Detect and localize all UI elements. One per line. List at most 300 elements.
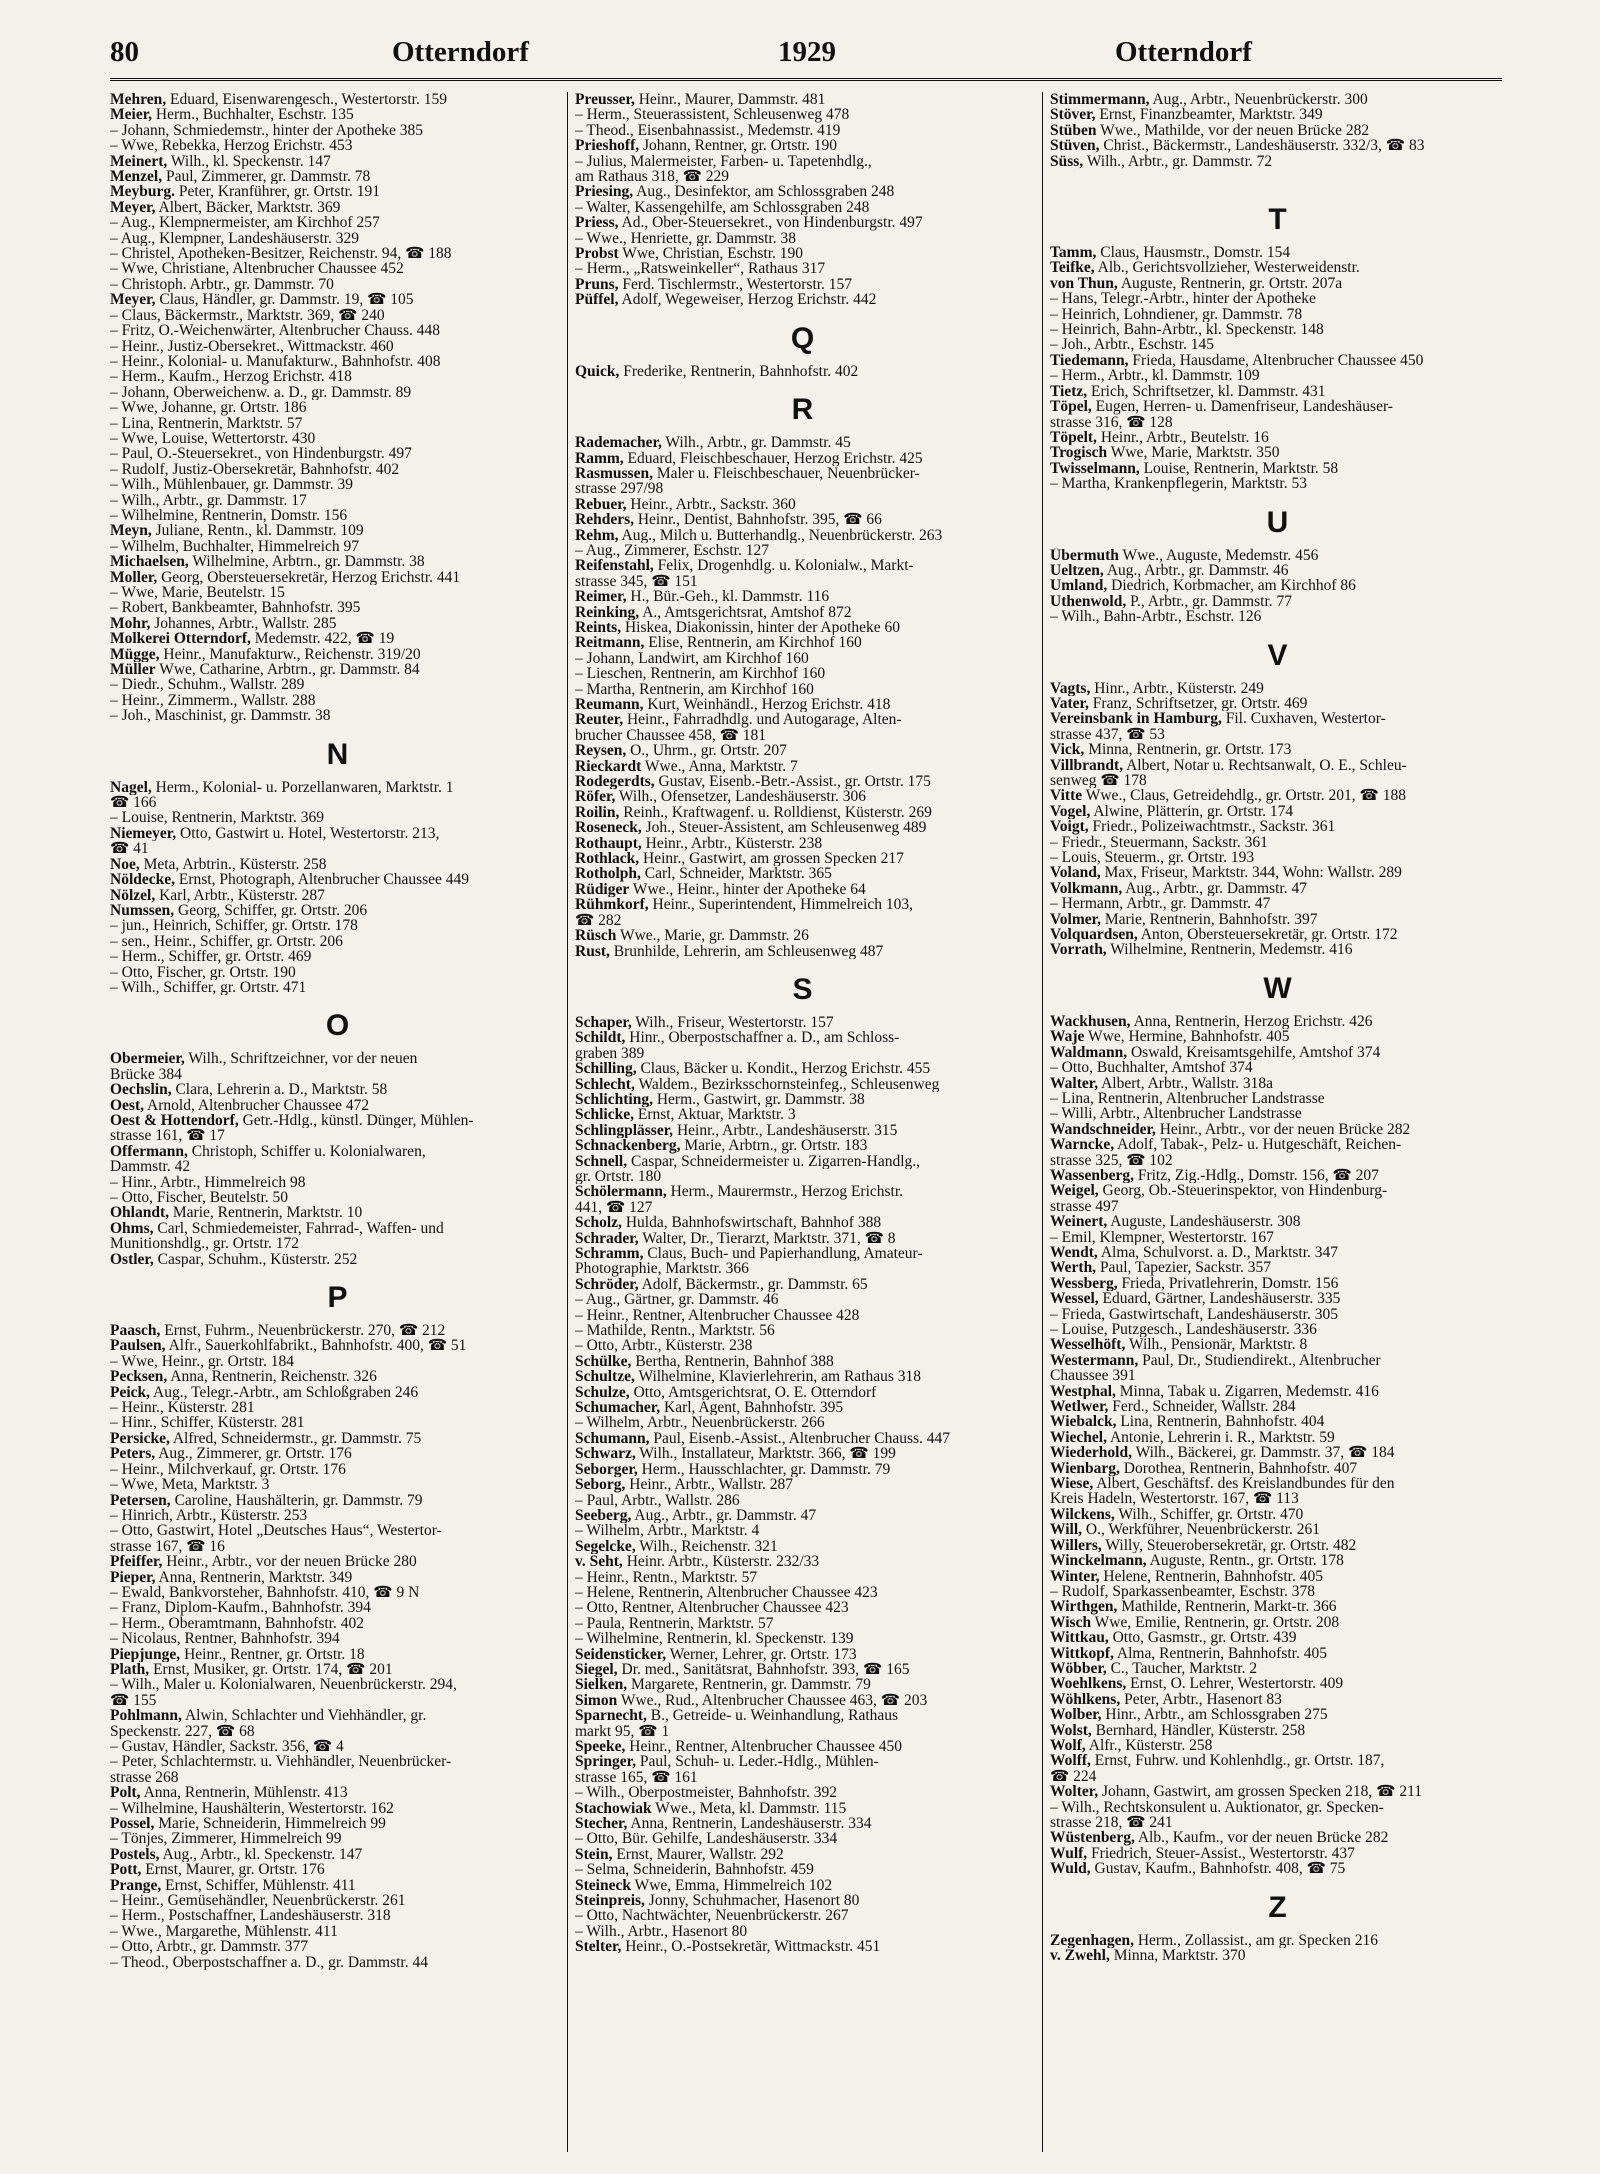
entry-details: Frieda, Hausdame, Altenbrucher Chaussee 450 [1128,352,1424,369]
directory-entry [110,446,565,461]
directory-entry [1050,1307,1505,1322]
entry-surname: Wolter, [1050,1784,1099,1800]
entry-surname: Priess, [575,215,619,231]
directory-entry [110,1862,565,1877]
entry-details: Heinr., Arbtr., Sackstr. 360 [626,496,796,513]
directory-column-1 [110,92,565,1970]
directory-entry [1050,1122,1505,1137]
directory-entry [1050,1723,1505,1738]
directory-entry [575,1693,1030,1708]
entry-details: – Heinr., Justiz-Obersekret., Wittmackstr. 460 [110,338,394,354]
section-letter: T [1268,203,1287,237]
directory-entry [1050,1630,1505,1645]
directory-entry [110,1801,565,1816]
entry-details: Juliane, Rentn., kl. Dammstr. 109 [151,523,364,539]
entry-details: – Heinrich, Lohndiener, gr. Dammstr. 78 [1050,306,1303,323]
entry-surname: Seidensticker, [575,1646,667,1662]
entry-surname: Numssen, [110,902,175,919]
directory-entry [110,600,565,615]
directory-entry [110,1754,565,1769]
entry-surname: Wirthgen, [1050,1599,1118,1615]
entry-details: – Wilhelmine, Haushälterin, Westertorstr. 162 [110,1800,394,1817]
entry-details: – sen., Heinr., Schiffer, gr. Ortstr. 206 [110,933,343,950]
directory-entry [110,1385,565,1400]
entry-surname: Oechslin, [110,1082,172,1098]
directory-entry [575,1585,1030,1600]
directory-entry [1050,1553,1505,1568]
entry-surname: Meier, [110,107,153,123]
entry-details: Albert, Bäcker, Marktstr. 369 [155,199,341,216]
entry-details: Alwine, Plätterin, gr. Ortstr. 174 [1090,803,1294,820]
directory-entry [1050,276,1505,291]
entry-surname: Rust, [575,943,610,959]
directory-entry [575,866,1030,881]
entry-surname: Paasch, [110,1323,161,1339]
directory-entry [110,1831,565,1846]
header-year: 1929 [778,36,836,68]
directory-entry [1050,1183,1505,1198]
entry-surname: Reimer, [575,589,627,605]
entry-details: – Robert, Bankbeamter, Bahnhofstr. 395 [110,600,361,616]
entry-details: ☎ 41 [110,841,149,857]
directory-entry [110,1098,565,1113]
entry-details: Herm., Kolonial- u. Porzellanwaren, Marktstr. 1 [151,779,454,796]
section-letter: N [326,737,349,771]
entry-details: Kurt, Weinhändl., Herzog Erichstr. 418 [643,697,891,713]
directory-entry [1050,291,1505,306]
directory-entry [575,1077,1030,1092]
directory-entry [575,682,1030,697]
directory-entry [575,759,1030,774]
entry-details: O., Werkführer, Neuenbrückerstr. 261 [1082,1522,1321,1538]
entry-details: – Otto, Arbtr., Küsterstr. 238 [575,1338,753,1354]
entry-details: – Heinr., Gemüsehändler, Neuenbrückerstr. 261 [110,1893,406,1909]
entry-details: Friedr., Polizeiwachtmstr., Sackstr. 361 [1088,819,1336,835]
entry-details: O., Uhrm., gr. Ortstr. 207 [626,743,787,759]
directory-entry [110,918,565,933]
directory-entry [575,774,1030,789]
entry-details: – Wilh., Rechtskonsulent u. Auktionator, gr. Specken- [1050,1799,1384,1815]
entry-details: – Wilhelm, Buchhalter, Himmelreich 97 [110,538,359,555]
section-letter: U [1266,505,1289,539]
entry-surname: Mehren, [110,92,167,108]
directory-entry [575,1939,1030,1954]
directory-entry [1050,881,1505,896]
directory-entry [1050,1353,1505,1368]
directory-entry [575,364,1030,379]
entry-details: B., Getreide- u. Weinhandlung, Rathaus [646,1708,899,1724]
entry-details: Helene, Rentnerin, Bahnhofstr. 405 [1099,1568,1323,1584]
directory-entry [110,693,565,708]
entry-surname: Schramm, [575,1246,644,1262]
entry-surname: Waje [1050,1029,1085,1045]
directory-entry [110,1955,565,1970]
directory-entry [575,1831,1030,1846]
directory-entry [110,1554,565,1569]
entry-details: Wwe, Emma, Himmelreich 102 [630,1877,833,1894]
entry-details: – Herm., Postschaffner, Landeshäuserstr. 318 [110,1908,391,1924]
directory-entry [110,477,565,492]
directory-entry [1050,1291,1505,1306]
entry-details: – Heinr., Rentner, Altenbrucher Chaussee 428 [575,1307,860,1324]
entry-details: – Ewald, Bankvorsteher, Bahnhofstr. 410, ☎ 9 N [110,1584,420,1601]
entry-surname: Töpelt, [1050,429,1097,446]
entry-surname: Zegenhagen, [1050,1932,1134,1949]
header-town-left: Otterndorf [392,36,529,68]
directory-entry [110,1082,565,1097]
directory-entry [110,1816,565,1831]
directory-entry [1050,1522,1505,1537]
entry-details: – Rudolf, Sparkassenbeamter, Eschstr. 378 [1050,1583,1315,1600]
entry-details: Wilh., Reichenstr. 321 [635,1538,778,1555]
directory-entry [110,339,565,354]
directory-entry [1050,1414,1505,1429]
entry-details: Johann, Gastwirt, am grossen Specken 218, ☎ 211 [1098,1784,1423,1800]
entry-details: strasse 297/98 [575,481,664,497]
column-divider [567,92,568,2152]
entry-details: Heinr., Rentner, gr. Ortstr. 18 [180,1646,365,1662]
entry-surname: Piepjunge, [110,1646,181,1662]
directory-entry [110,810,565,825]
entry-surname: Preusser, [575,92,635,108]
entry-details: – Peter, Schlachtermstr. u. Viehhändler, Neuenbrücker- [110,1754,452,1770]
entry-details: Medemstr. 422, ☎ 19 [250,631,395,647]
directory-entry [1050,896,1505,911]
entry-surname: Willers, [1050,1537,1102,1554]
directory-entry [110,1908,565,1923]
entry-surname: Ohms, [110,1220,154,1237]
entry-surname: Meyburg. [110,184,176,200]
entry-surname: Wuld, [1050,1861,1091,1877]
entry-details: Caspar, Schuhm., Küsterstr. 252 [153,1251,358,1268]
entry-surname: Rebuer, [575,496,627,513]
entry-details: Aug., Zimmerer, gr. Ortstr. 176 [155,1446,352,1462]
entry-details: Wwe., Anna, Marktstr. 7 [641,758,798,775]
entry-details: – Willi, Arbtr., Altenbrucher Landstrasse [1050,1106,1302,1122]
entry-details: Bertha, Rentnerin, Bahnhof 388 [631,1353,834,1370]
entry-details: Alfr., Küsterstr. 258 [1085,1737,1213,1754]
directory-entry [110,857,565,872]
entry-details: gr. Ortstr. 180 [575,1168,662,1185]
entry-surname: Probst [575,246,619,262]
entry-details: Alwin, Schlachter und Viehhändler, gr. [181,1708,427,1724]
directory-entry [575,200,1030,215]
entry-surname: Stimmermann, [1050,92,1150,108]
directory-entry [1050,1599,1505,1614]
entry-details: Heinr., Arbtr., Landeshäuserstr. 315 [673,1122,898,1139]
directory-entry [110,138,565,153]
directory-entry [575,1369,1030,1384]
section-letter: Z [1268,1890,1287,1924]
entry-surname: Teifke, [1050,260,1095,276]
entry-surname: Tietz, [1050,383,1088,400]
entry-details: Heinr., O.-Postsekretär, Wittmackstr. 451 [621,1939,881,1955]
entry-details: – Otto, Bür. Gehilfe, Landeshäuserstr. 334 [575,1831,838,1847]
entry-details: strasse 345, ☎ 151 [575,573,698,590]
entry-details: Aug., Milch u. Butterhandlg., Neuenbrückerstr. 263 [618,527,943,543]
directory-entry [575,1061,1030,1076]
directory-entry [1050,1584,1505,1599]
entry-details: Ernst, Finanzbeamter, Marktstr. 349 [1095,107,1323,123]
entry-surname: Pieper, [110,1569,156,1585]
entry-details: strasse 161, ☎ 17 [110,1128,225,1144]
directory-entry [575,261,1030,276]
entry-details: – Wwe, Christiane, Altenbrucher Chaussee 452 [110,261,404,277]
entry-surname: Meyer, [110,199,156,216]
column-divider [1042,92,1043,2152]
entry-surname: Wolf, [1050,1737,1086,1754]
entry-details: – Johann, Schmiedemstr., hinter der Apotheke 385 [110,122,423,139]
entry-details: – Christoph. Arbtr., gr. Dammstr. 70 [110,276,334,293]
entry-surname: Reumann, [575,697,644,713]
entry-details: Wilh., Schiffer, gr. Ortstr. 470 [1114,1506,1304,1523]
directory-entry [1050,609,1505,624]
directory-entry [1050,337,1505,352]
entry-surname: Schlingplässer, [575,1122,674,1139]
directory-entry [1050,1753,1505,1768]
entry-surname: Pohlmann, [110,1708,182,1724]
section-letter: O [325,1009,350,1043]
directory-entry [575,1677,1030,1692]
directory-column-3 [1050,92,1505,1963]
directory-entry [110,1939,565,1954]
directory-entry [110,1677,565,1692]
directory-entry [1050,1769,1505,1784]
entry-surname: Villbrandt, [1050,757,1124,773]
directory-entry [575,651,1030,666]
directory-entry [1050,1014,1505,1029]
entry-details: – Johann, Landwirt, am Kirchhof 160 [575,650,809,667]
entry-surname: Rüdiger [575,881,630,898]
entry-surname: Reuter, [575,712,624,728]
directory-entry [575,1030,1030,1045]
directory-entry [1050,1029,1505,1044]
directory-entry [575,1816,1030,1831]
entry-details: Oswald, Kreisamtsgehilfe, Amtshof 374 [1127,1044,1381,1061]
entry-details: Max, Friseur, Marktstr. 344, Wohn: Wallstr. 289 [1100,865,1402,881]
entry-surname: Ostler, [110,1251,154,1268]
directory-entry [1050,1538,1505,1553]
directory-entry [575,1893,1030,1908]
entry-details: Georg, Obersteuersekretär, Herzog Erichstr. 441 [157,569,461,585]
directory-entry [1050,1322,1505,1337]
entry-surname: Menzel, [110,169,163,185]
entry-details: Fil. Cuxhaven, Westertor- [1221,711,1386,727]
entry-surname: Stüben [1050,122,1097,139]
directory-entry [110,1338,565,1353]
directory-entry [110,1770,565,1785]
entry-surname: Wilckens, [1050,1506,1115,1523]
directory-entry [575,1462,1030,1477]
entry-details: – Nicolaus, Rentner, Bahnhofstr. 394 [110,1631,340,1647]
entry-details: – Heinr., Kolonial- u. Manufakturw., Bahnhofstr. 408 [110,353,441,370]
directory-entry [575,1554,1030,1569]
entry-details: Hinr., Oberpostschaffner a. D., am Schloss- [625,1030,900,1046]
entry-surname: Seborg, [575,1477,626,1493]
entry-details: – Wwe., Henriette, gr. Dammstr. 38 [575,230,796,247]
directory-entry [1050,399,1505,414]
directory-entry [575,1493,1030,1508]
directory-entry [110,1847,565,1862]
entry-details: – Gustav, Händler, Sackstr. 356, ☎ 4 [110,1739,344,1755]
entry-surname: Müller [110,662,156,678]
entry-details: Hinr., Arbtr., am Schlossgraben 275 [1101,1707,1328,1723]
entry-surname: Roseneck, [575,820,642,836]
directory-entry [110,1693,565,1708]
directory-entry [575,1847,1030,1862]
directory-entry [575,1323,1030,1338]
entry-details: strasse 167, ☎ 16 [110,1538,225,1555]
directory-entry [575,712,1030,727]
directory-entry [1050,307,1505,322]
directory-entry [1050,476,1505,491]
directory-entry [575,697,1030,712]
entry-details: Ernst, Schiffer, Mühlenstr. 411 [161,1877,356,1894]
entry-surname: Walter, [1050,1075,1099,1091]
entry-surname: Molkerei Otterndorf, [110,631,251,647]
directory-entry [575,820,1030,835]
entry-details: Carl, Schneider, Marktstr. 365 [640,866,832,882]
directory-entry [110,1508,565,1523]
directory-entry [575,1754,1030,1769]
entry-details: Gustav, Kaufm., Bahnhofstr. 408, ☎ 75 [1090,1861,1346,1877]
entry-surname: Pott, [110,1862,142,1878]
entry-details: ☎ 224 [1050,1768,1097,1785]
entry-details: Dorothea, Rentnerin, Bahnhofstr. 407 [1119,1460,1358,1477]
directory-entry [575,451,1030,466]
entry-details: Walter, Dr., Tierarzt, Marktstr. 371, ☎ 8 [638,1230,896,1246]
entry-surname: Seeberg, [575,1507,632,1524]
entry-details: – Otto, Gastwirt, Hotel „Deutsches Haus“, Westertor- [110,1523,442,1539]
entry-details: Ferd., Schneider, Wallstr. 284 [1108,1399,1296,1415]
entry-details: Frederike, Rentnerin, Bahnhofstr. 402 [619,363,859,380]
directory-entry [575,512,1030,527]
directory-entry [110,647,565,662]
entry-surname: Meinert, [110,153,168,170]
entry-details: Frieda, Privatlehrerin, Domstr. 156 [1117,1275,1339,1292]
directory-entry [110,1221,565,1236]
entry-details: strasse 325, ☎ 102 [1050,1152,1173,1168]
entry-details: – Paul, O.-Steuersekret., von Hindenburgstr. 497 [110,446,412,462]
entry-surname: Reitmann, [575,635,645,651]
directory-entry [1050,1214,1505,1229]
entry-details: Wwe., Heinr., hinter der Apotheke 64 [629,881,866,898]
directory-entry [1050,788,1505,803]
entry-details: – Wilh., Oberpostmeister, Bahnhofstr. 392 [575,1785,837,1801]
entry-surname: Peters, [110,1446,156,1462]
entry-details: Herm., Zollassist., am gr. Specken 216 [1133,1932,1379,1949]
header-rule [110,78,1502,81]
directory-entry [575,928,1030,943]
entry-details: Anna, Rentnerin, Marktstr. 349 [155,1569,353,1585]
directory-entry [110,554,565,569]
directory-entry [110,231,565,246]
entry-surname: Winckelmann, [1050,1553,1147,1569]
directory-entry [1050,1106,1505,1121]
entry-details: Wilhelmine, Klavierlehrerin, am Rathaus 318 [634,1369,922,1385]
directory-entry [110,1446,565,1461]
entry-surname: Weinert, [1050,1214,1108,1230]
entry-surname: Oest, [110,1097,145,1113]
directory-entry [1050,1800,1505,1815]
entry-details: Heinr., Arbtr., Küsterstr. 238 [641,835,823,852]
directory-entry [575,1600,1030,1615]
entry-details: Jonny, Schuhmacher, Hasenort 80 [644,1893,860,1909]
directory-entry [575,154,1030,169]
directory-entry [575,589,1030,604]
directory-entry [110,184,565,199]
entry-details: – Louise, Putzgesch., Landeshäuserstr. 336 [1050,1322,1317,1338]
directory-entry [575,836,1030,851]
entry-details: Wilhelmine, Rentnerin, Medemstr. 416 [1106,942,1353,958]
directory-entry [575,635,1030,650]
directory-entry [575,1616,1030,1631]
directory-entry [575,231,1030,246]
directory-entry [1050,445,1505,460]
entry-surname: Stelter, [575,1939,622,1955]
entry-details: Caroline, Haushälterin, gr. Dammstr. 79 [170,1492,423,1508]
entry-surname: Schnell, [575,1153,628,1169]
entry-details: P., Arbtr., gr. Dammstr. 77 [1126,593,1293,610]
entry-details: Christ., Bäckermstr., Landeshäuserstr. 332/3, ☎ 83 [1099,138,1425,154]
directory-entry [575,1801,1030,1816]
entry-surname: Postels, [110,1846,160,1863]
entry-details: – Wilh., Bahn-Arbtr., Eschstr. 126 [1050,609,1262,625]
directory-entry [110,246,565,261]
entry-surname: Prange, [110,1877,162,1894]
entry-details: – Paul, Arbtr., Wallstr. 286 [575,1492,740,1508]
directory-entry [1050,415,1505,430]
directory-entry [575,944,1030,959]
entry-details: Wwe., Rud., Altenbrucher Chaussee 463, ☎ 203 [617,1692,928,1709]
entry-surname: Übermuth [1050,547,1119,563]
directory-entry [110,585,565,600]
entry-details: Brücke 384 [110,1066,182,1083]
directory-entry [110,277,565,292]
entry-surname: Wiechel, [1050,1429,1107,1446]
directory-entry [110,169,565,184]
entry-details: – Louise, Rentnerin, Marktstr. 369 [110,810,324,826]
directory-entry [575,1400,1030,1415]
directory-entry [575,466,1030,481]
directory-entry [575,1508,1030,1523]
directory-entry [1050,430,1505,445]
entry-surname: Trogisch [1050,445,1108,461]
directory-entry [110,677,565,692]
entry-details: Heinr., Maurer, Dammstr. 481 [634,92,826,108]
directory-entry [575,1662,1030,1677]
entry-details: Getr.-Hdlg., künstl. Dünger, Mühlen- [238,1112,474,1129]
entry-details: Claus, Hausmstr., Domstr. 154 [1096,245,1291,261]
directory-entry [110,107,565,122]
entry-surname: Petersen, [110,1492,171,1508]
directory-entry [575,1200,1030,1215]
directory-entry [575,1385,1030,1400]
directory-entry [110,1252,565,1267]
entry-details: – Wilh., Arbtr., Hasenort 80 [575,1923,748,1940]
directory-entry [110,980,565,995]
section-letter: Q [790,321,815,355]
entry-details: Adolf, Wegeweiser, Herzog Erichstr. 442 [618,292,877,308]
entry-details: Carl, Schmiedemeister, Fahrrad-, Waffen- und [153,1220,444,1237]
directory-entry [110,1647,565,1662]
directory-entry [110,631,565,646]
entry-details: – Wilh., Arbtr., gr. Dammstr. 17 [110,492,307,508]
entry-details: Minna, Marktstr. 370 [1109,1948,1246,1964]
entry-details: Anton, Obersteuersekretär, gr. Ortstr. 172 [1137,927,1398,943]
entry-details: – Lina, Rentnerin, Altenbrucher Landstrasse [1050,1090,1325,1107]
entry-details: Lina, Rentnerin, Bahnhofstr. 404 [1116,1414,1325,1430]
